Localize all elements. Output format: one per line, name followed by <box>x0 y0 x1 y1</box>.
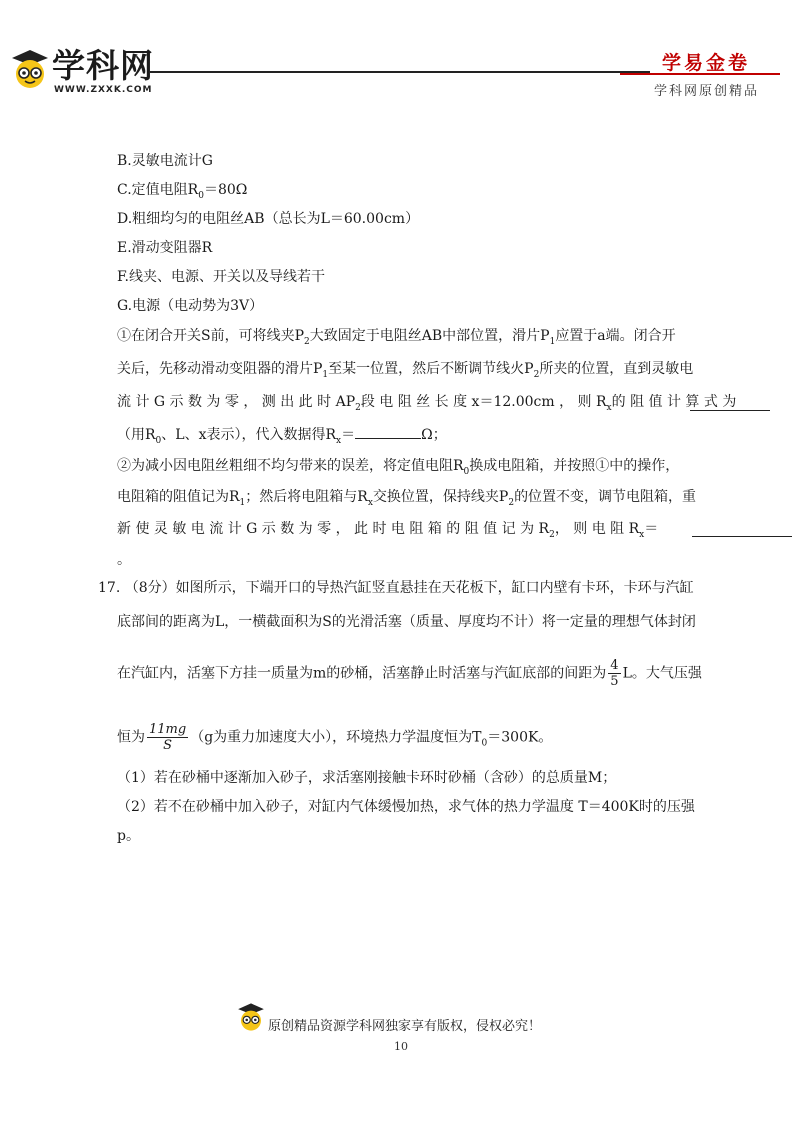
fraction-pressure: $\frac{11mg}{S}$ <box>149 722 187 753</box>
header-badge: 学易金卷 <box>662 52 751 74</box>
mascot-logo-icon <box>10 48 50 90</box>
answer-blank-rx[interactable] <box>692 522 792 537</box>
q17-part3: p。 <box>117 828 140 844</box>
step2-line1: ②为减小因电阻丝粗细不均匀带来的误差，将定值电阻$R_0$换成电阻箱，并按照①中的操作， <box>117 458 680 477</box>
step2-line2: 电阻箱的阻值记为$R_1$；然后将电阻箱与$R_x$交换位置，保持线夹$P_2$的位置不变，调节电阻箱，重 <box>117 489 697 508</box>
page-number: 10 <box>394 1040 408 1053</box>
step2-line4: 。 <box>117 552 131 568</box>
step1-line3: 流 计 G 示 数 为 零 ， 测 出 此 时 $AP_2$段 电 阻 丝 长 度 x＝12.00cm ， 则 $R_x$的 阻 值 计 算 式 为 <box>117 394 737 413</box>
step1-line2: 关后，先移动滑动变阻器的滑片$P_1$至某一位置，然后不断调节线火$P_2$所夹的位置，直到灵敏电 <box>117 361 694 380</box>
q17-line3: 在汽缸内，活塞下方挂一质量为m的砂桶，活塞静止时活塞与汽缸底部的间距为 $\frac{4}{5}$ L。大气压强 <box>117 658 702 689</box>
q17-line4: 恒为 $\frac{11mg}{S}$ （g为重力加速度大小），环境热力学温度恒为$T_0=300K$。 <box>117 722 553 753</box>
q17-part1: （1）若在砂桶中逐渐加入砂子，求活塞刚接触卡环时砂桶（含砂）的总质量M； <box>117 770 617 786</box>
step1-line4: （用$R_0$、L、x表示），代入数据得$R_x= \Omega$； <box>117 424 447 451</box>
item-b: B.灵敏电流计G <box>117 153 213 169</box>
brand-url: WWW.ZXXK.COM <box>54 85 153 95</box>
answer-blank-value[interactable] <box>355 424 421 439</box>
q17-line2: 底部间的距离为L，一横截面积为S的光滑活塞（质量、厚度均不计）将一定量的理想气体封闭 <box>117 614 696 630</box>
item-c: C.定值电阻$R_0=80\Omega$ <box>117 182 248 201</box>
q17-part2: （2）若不在砂桶中加入砂子，对缸内气体缓慢加热，求气体的热力学温度 T＝400K时的压强 <box>117 799 695 815</box>
footer-copyright: 原创精品资源学科网独家享有版权，侵权必究！ <box>268 1019 542 1034</box>
fraction-four-fifths: $\frac{4}{5}$ <box>610 658 619 689</box>
q17-line1: 17. （8分）如图所示，下端开口的导热汽缸竖直悬挂在天花板下，缸口内壁有卡环，卡环与汽缸 <box>98 580 694 596</box>
answer-blank-formula[interactable] <box>690 396 770 411</box>
item-d: D.粗细均匀的电阻丝AB（总长为L＝60.00cm） <box>117 211 420 227</box>
item-e: E.滑动变阻器R <box>117 240 213 256</box>
step2-line3: 新 使 灵 敏 电 流 计 G 示 数 为 零 ， 此 时 电 阻 箱 的 阻 值 记 为 $R_2$， 则 电 阻 $R_x=$ <box>117 521 659 540</box>
brand-name: 学科网 <box>52 46 154 85</box>
step1-line1: ①在闭合开关S前，可将线夹$P_2$大致固定于电阻丝AB中部位置，滑片$P_1$应置于a端。闭合开 <box>117 328 676 347</box>
header-badge-subtitle: 学科网原创精品 <box>654 84 760 99</box>
footer-mascot-icon <box>236 1002 266 1032</box>
item-f: F.线夹、电源、开关以及导线若干 <box>117 269 325 285</box>
header-divider <box>150 71 650 73</box>
item-g: G.电源（电动势为3V） <box>117 298 264 314</box>
